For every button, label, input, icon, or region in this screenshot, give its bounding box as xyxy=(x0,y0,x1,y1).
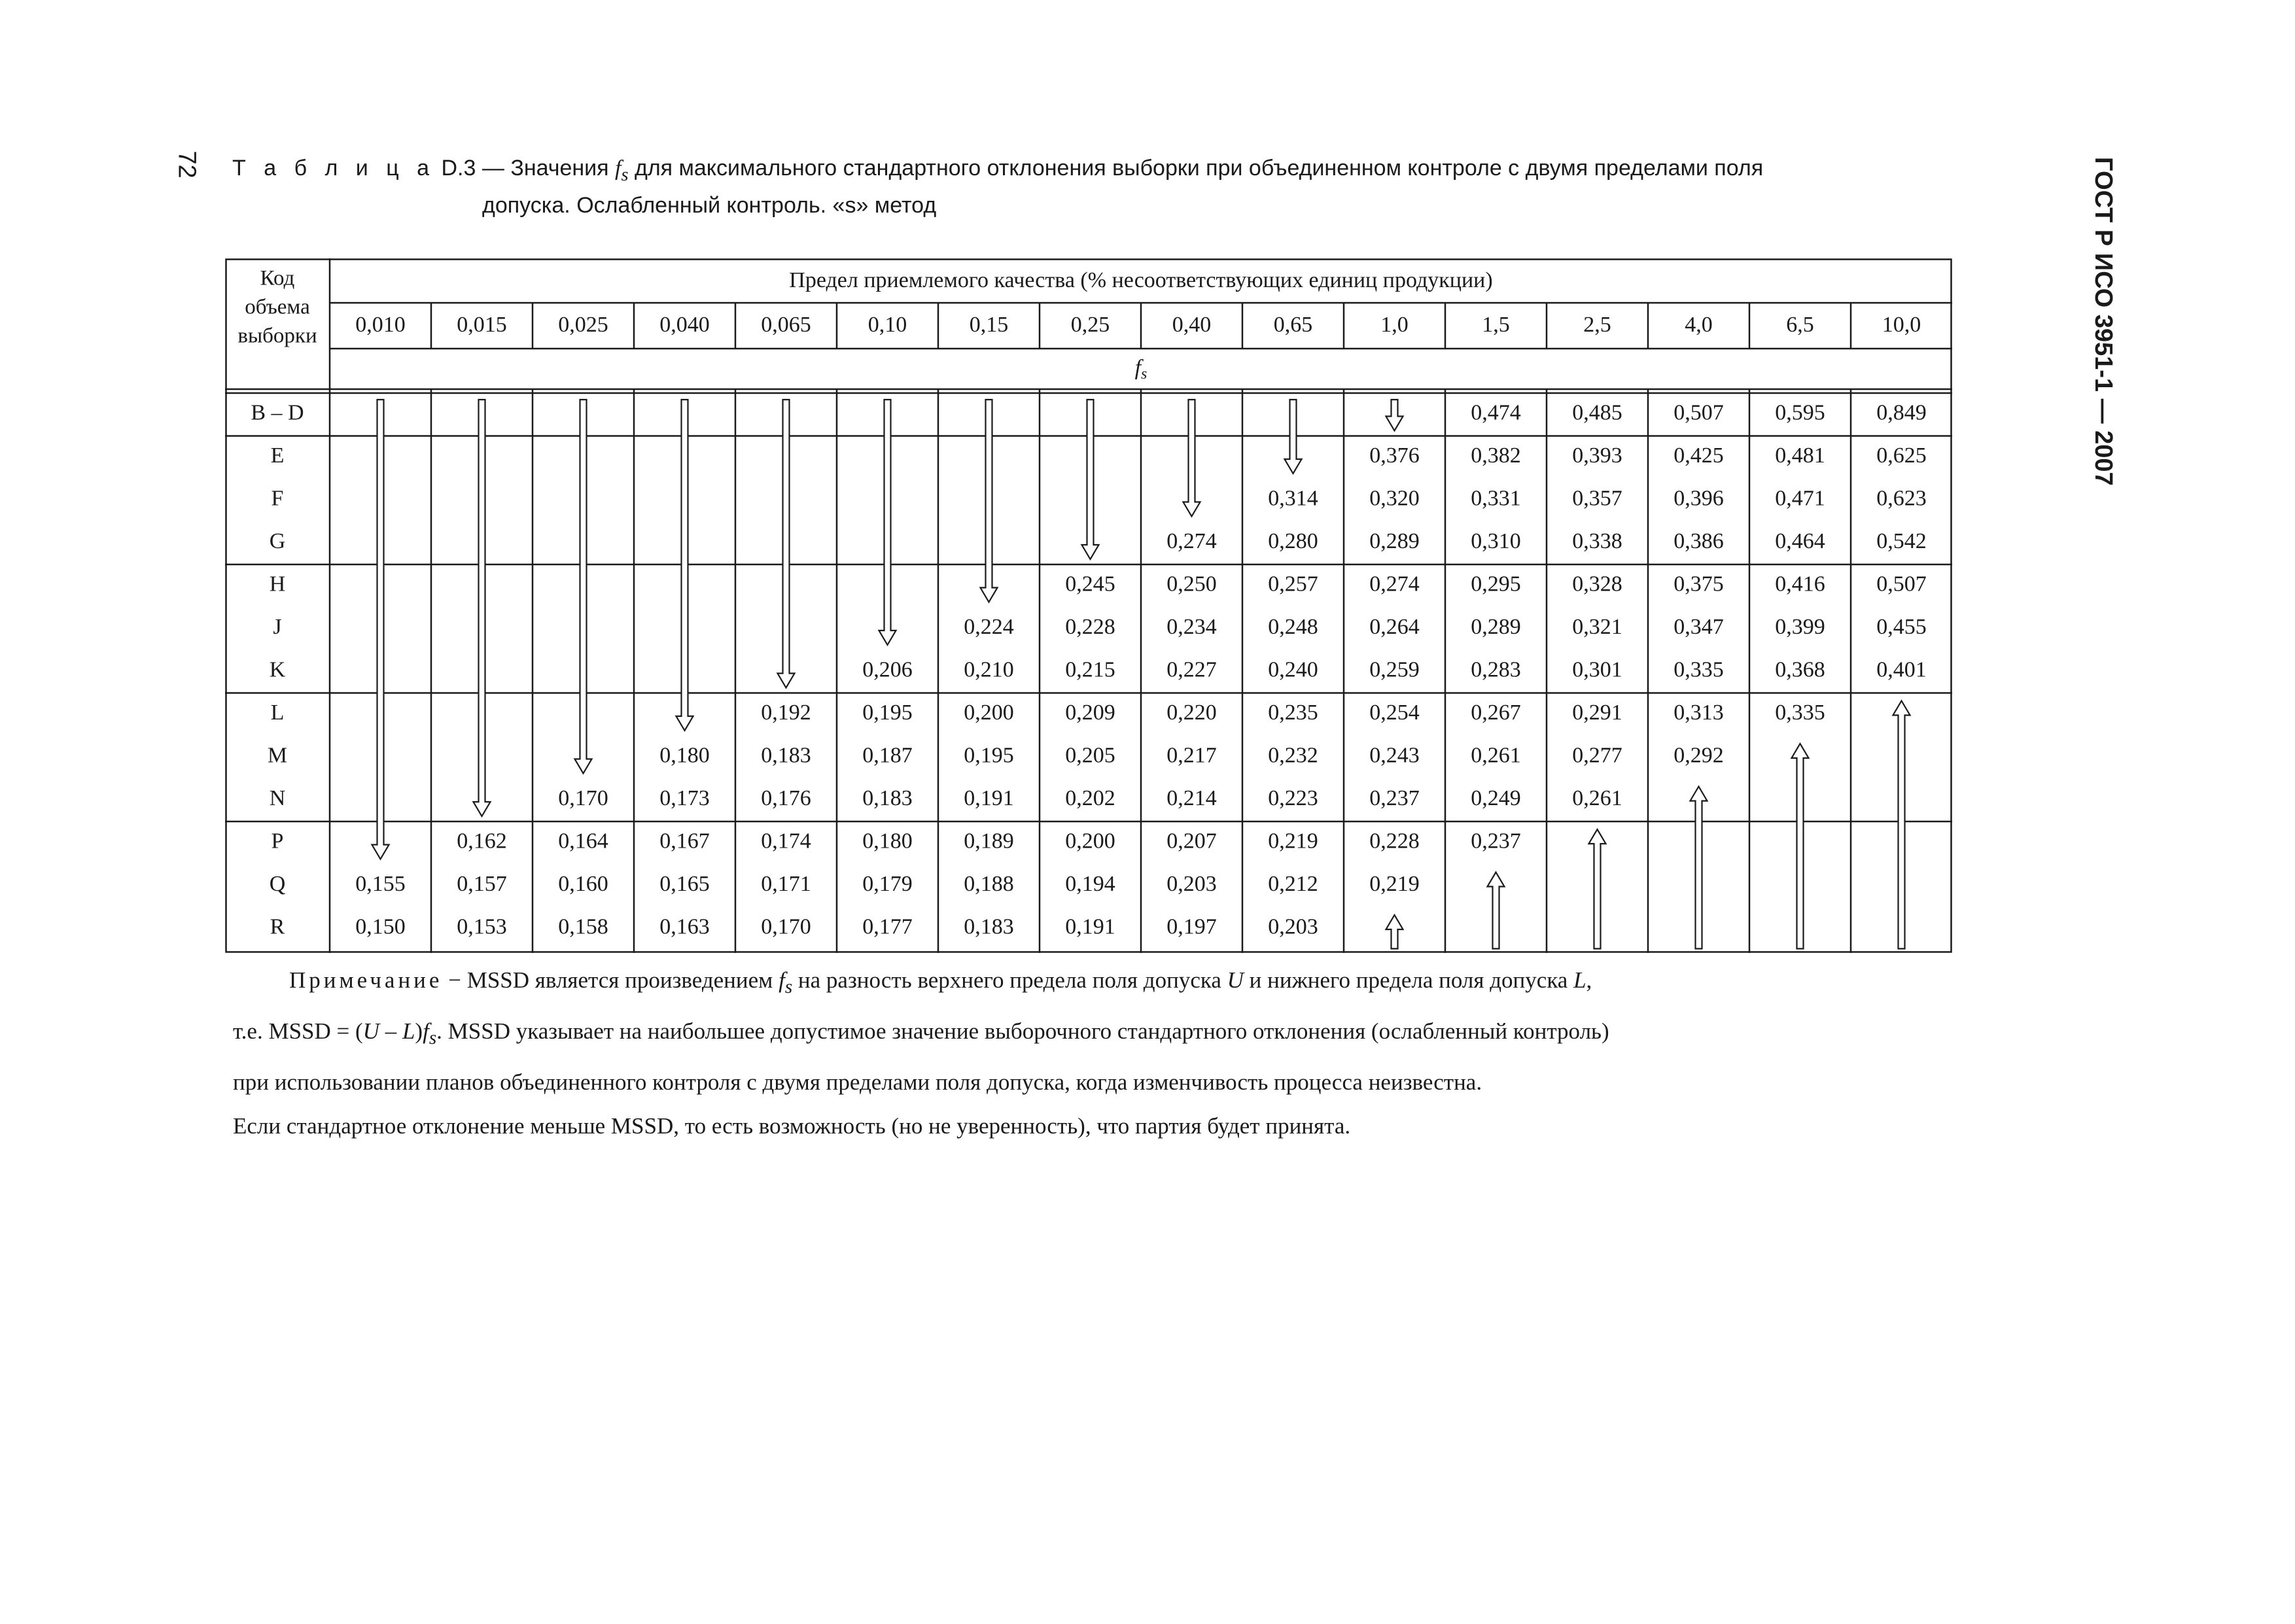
table-cell-value: 0,331 xyxy=(1471,486,1521,511)
table-cell-value: 0,187 xyxy=(862,743,913,768)
note-l2-b: . MSSD указывает на наибольшее допустимое значение выборочного стандартного отклонения (ослабленный контроль) xyxy=(436,1018,1609,1044)
sample-code-3: G xyxy=(269,529,286,554)
arrow-up-icon xyxy=(1386,915,1403,949)
table-cell-value: 0,180 xyxy=(659,743,710,768)
note-l2-U: U xyxy=(362,1018,379,1044)
table-cell-value: 0,215 xyxy=(1065,657,1115,682)
arrow-down-icon xyxy=(575,400,592,774)
sample-code-11: Q xyxy=(269,872,286,897)
table-cell-value: 0,425 xyxy=(1673,443,1724,468)
table-cell-value: 0,335 xyxy=(1775,700,1825,725)
table-cell-value: 0,347 xyxy=(1673,615,1724,640)
table-cell-value: 0,203 xyxy=(1166,872,1217,897)
table-cell-value: 0,295 xyxy=(1471,572,1521,596)
aql-header-15: 10,0 xyxy=(1882,312,1921,337)
table-cell-value: 0,228 xyxy=(1369,829,1420,854)
table-cell-value: 0,623 xyxy=(1876,486,1927,511)
note-f: f xyxy=(779,967,785,993)
note-line-3: при использовании планов объединенного контроля с двумя пределами поля допуска, когда изменчивость процесса неизвестна. xyxy=(233,1069,1482,1095)
sample-code-0: B – D xyxy=(251,400,304,425)
table-cell-value: 0,301 xyxy=(1572,657,1622,682)
table-cell-value: 0,289 xyxy=(1471,615,1521,640)
table-cell-value: 0,328 xyxy=(1572,572,1622,596)
table-cell-value: 0,335 xyxy=(1673,657,1724,682)
table-cell-value: 0,274 xyxy=(1369,572,1420,596)
page-number: 72 xyxy=(173,150,201,179)
table-cell-value: 0,625 xyxy=(1876,443,1927,468)
table-cell-value: 0,160 xyxy=(558,872,608,897)
note-s: s xyxy=(784,976,793,997)
fs-symbol-row: $f_s$ xyxy=(1134,355,1148,383)
document-code xyxy=(2088,157,2128,497)
note-line-1 xyxy=(233,958,1948,1009)
table-cell-value: 0,220 xyxy=(1166,700,1217,725)
table-cell-value: 0,170 xyxy=(558,786,608,811)
aql-header-12: 2,5 xyxy=(1583,312,1611,337)
table-cell-value: 0,200 xyxy=(964,700,1014,725)
table-cell-value: 0,259 xyxy=(1369,657,1420,682)
table-cell-value: 0,150 xyxy=(355,914,406,939)
note-label: Примечание xyxy=(289,967,443,993)
table-cell-value: 0,177 xyxy=(862,914,913,939)
table-cell-value: 0,223 xyxy=(1268,786,1318,811)
aql-header-13: 4,0 xyxy=(1685,312,1713,337)
table-cell-value: 0,261 xyxy=(1572,786,1622,811)
table-cell-value: 0,165 xyxy=(659,872,710,897)
table-cell-value: 0,338 xyxy=(1572,529,1622,554)
table-cell-value: 0,164 xyxy=(558,829,608,854)
caption-line-2: допуска. Ослабленный контроль. «s» метод xyxy=(482,192,937,218)
table-cell-value: 0,289 xyxy=(1369,529,1420,554)
table-cell-value: 0,237 xyxy=(1369,786,1420,811)
caption-symbol: f xyxy=(615,156,622,181)
aql-header-0: 0,010 xyxy=(355,312,406,337)
aql-header-7: 0,25 xyxy=(1070,312,1110,337)
table-cell-value: 0,195 xyxy=(862,700,913,725)
table-cell-value: 0,249 xyxy=(1471,786,1521,811)
table-cell-value: 0,183 xyxy=(964,914,1014,939)
table-cell-value: 0,200 xyxy=(1065,829,1115,854)
note-l2-paren: ) xyxy=(415,1018,423,1044)
table-cell-value: 0,455 xyxy=(1876,615,1927,640)
note-text-a: MSSD является произведением xyxy=(466,967,773,993)
note-l2-f: f xyxy=(423,1018,429,1044)
table-cell-value: 0,197 xyxy=(1166,914,1217,939)
arrow-up-icon xyxy=(1792,744,1809,949)
code-header-line: Код xyxy=(260,266,295,290)
caption-line-1 xyxy=(232,153,1763,190)
table-cell-value: 0,224 xyxy=(964,615,1014,640)
table-cell-value: 0,227 xyxy=(1166,657,1217,682)
sample-code-8: M xyxy=(267,743,288,768)
aql-header-5: 0,10 xyxy=(867,312,907,337)
table-cell-value: 0,173 xyxy=(659,786,710,811)
table-cell-value: 0,214 xyxy=(1166,786,1217,811)
aql-header-6: 0,15 xyxy=(969,312,1009,337)
table-cell-value: 0,250 xyxy=(1166,572,1217,596)
table-cell-value: 0,849 xyxy=(1876,400,1927,425)
table-cell-value: 0,291 xyxy=(1572,700,1622,725)
table-cell-value: 0,195 xyxy=(964,743,1014,768)
table-cell-value: 0,179 xyxy=(862,872,913,897)
table-cell-value: 0,219 xyxy=(1268,829,1318,854)
table-cell-value: 0,310 xyxy=(1471,529,1521,554)
table-cell-value: 0,194 xyxy=(1065,872,1115,897)
document-code-text: ГОСТ Р ИСО 3951-1 — 2007 xyxy=(2090,157,2117,486)
table-cell-value: 0,321 xyxy=(1572,615,1622,640)
note-line-2 xyxy=(233,1009,1948,1060)
table-cell-value: 0,237 xyxy=(1471,829,1521,854)
note-l2-a: т.е. MSSD = ( xyxy=(233,1018,363,1044)
sample-code-12: R xyxy=(270,914,285,939)
note-l2-minus: – xyxy=(379,1018,402,1044)
table-cell-value: 0,267 xyxy=(1471,700,1521,725)
table-cell-value: 0,219 xyxy=(1369,872,1420,897)
table-caption xyxy=(232,153,1763,221)
table-cell-value: 0,155 xyxy=(355,872,406,897)
table-cell-value: 0,217 xyxy=(1166,743,1217,768)
table-cell-value: 0,206 xyxy=(862,657,913,682)
table-cell-value: 0,174 xyxy=(761,829,811,854)
sample-code-1: E xyxy=(270,443,285,468)
table-note xyxy=(233,958,1948,1148)
table-cell-value: 0,234 xyxy=(1166,615,1217,640)
table-cell-value: 0,240 xyxy=(1268,657,1318,682)
arrow-down-icon xyxy=(372,400,389,859)
table-cell-value: 0,485 xyxy=(1572,400,1622,425)
table-cell-value: 0,245 xyxy=(1065,572,1115,596)
table-cell-value: 0,393 xyxy=(1572,443,1622,468)
table-cell-value: 0,396 xyxy=(1673,486,1724,511)
caption-text-a: Значения xyxy=(510,156,609,181)
sample-code-10: P xyxy=(271,829,284,854)
sample-code-7: L xyxy=(270,700,285,725)
table-cell-value: 0,382 xyxy=(1471,443,1521,468)
table-cell-value: 0,171 xyxy=(761,872,811,897)
arrow-up-icon xyxy=(1488,872,1505,949)
arrow-up-icon xyxy=(1691,787,1708,949)
sample-code-5: J xyxy=(273,615,282,640)
caption-text-b: для максимального стандартного отклонения выборки при объединенном контроле с двумя пределами поля xyxy=(634,156,1764,181)
table-cell-value: 0,254 xyxy=(1369,700,1420,725)
note-text-b: на разность верхнего предела поля допуска xyxy=(797,967,1221,993)
table-cell-value: 0,386 xyxy=(1673,529,1724,554)
note-dash: − xyxy=(442,967,467,993)
aql-header-4: 0,065 xyxy=(761,312,811,337)
aql-header-14: 6,5 xyxy=(1786,312,1814,337)
table-cell-value: 0,209 xyxy=(1065,700,1115,725)
table-cell-value: 0,401 xyxy=(1876,657,1927,682)
sample-code-6: K xyxy=(269,657,286,682)
table-cell-value: 0,399 xyxy=(1775,615,1825,640)
sample-code-9: N xyxy=(269,786,286,811)
note-text-c: и нижнего предела поля допуска xyxy=(1249,967,1568,993)
code-header-line: объема xyxy=(245,295,310,319)
table-cell-value: 0,162 xyxy=(457,829,507,854)
table-cell-value: 0,203 xyxy=(1268,914,1318,939)
table-cell-value: 0,228 xyxy=(1065,615,1115,640)
aql-header-10: 1,0 xyxy=(1380,312,1409,337)
table-cell-value: 0,314 xyxy=(1268,486,1318,511)
caption-symbol-sub: s xyxy=(621,164,629,185)
note-U: U xyxy=(1227,967,1244,993)
table-cell-value: 0,481 xyxy=(1775,443,1825,468)
note-l2-s: s xyxy=(429,1028,437,1048)
caption-label: Т а б л и ц а xyxy=(232,156,436,181)
table-cell-value: 0,191 xyxy=(964,786,1014,811)
note-text-d: , xyxy=(1586,967,1592,993)
table-cell-value: 0,210 xyxy=(964,657,1014,682)
table-cell-value: 0,207 xyxy=(1166,829,1217,854)
table-cell-value: 0,170 xyxy=(761,914,811,939)
arrow-up-icon xyxy=(1589,829,1606,949)
table-cell-value: 0,376 xyxy=(1369,443,1420,468)
table-cell-value: 0,283 xyxy=(1471,657,1521,682)
table-cell-value: 0,320 xyxy=(1369,486,1420,511)
table-cell-value: 0,180 xyxy=(862,829,913,854)
table-cell-value: 0,191 xyxy=(1065,914,1115,939)
note-l2-L: L xyxy=(402,1018,415,1044)
note-L: L xyxy=(1573,967,1586,993)
table-cell-value: 0,257 xyxy=(1268,572,1318,596)
table-cell-value: 0,375 xyxy=(1673,572,1724,596)
table-cell-value: 0,157 xyxy=(457,872,507,897)
aql-header-8: 0,40 xyxy=(1172,312,1212,337)
arrow-down-icon xyxy=(1386,400,1403,431)
note-line-4: Если стандартное отклонение меньше MSSD, то есть возможность (но не уверенность), что партия будет принята. xyxy=(233,1113,1351,1139)
table-cell-value: 0,368 xyxy=(1775,657,1825,682)
table-cell-value: 0,280 xyxy=(1268,529,1318,554)
table-cell-value: 0,474 xyxy=(1471,400,1521,425)
table-cell-value: 0,243 xyxy=(1369,743,1420,768)
table-cell-value: 0,274 xyxy=(1166,529,1217,554)
table-cell-value: 0,507 xyxy=(1673,400,1724,425)
table-cell-value: 0,189 xyxy=(964,829,1014,854)
table-cell-value: 0,292 xyxy=(1673,743,1724,768)
table-cell-value: 0,357 xyxy=(1572,486,1622,511)
table-cell-value: 0,192 xyxy=(761,700,811,725)
table-cell-value: 0,188 xyxy=(964,872,1014,897)
aql-header-1: 0,015 xyxy=(457,312,507,337)
table-cell-value: 0,313 xyxy=(1673,700,1724,725)
table-cell-value: 0,277 xyxy=(1572,743,1622,768)
table-cell-value: 0,167 xyxy=(659,829,710,854)
table-cell-value: 0,235 xyxy=(1268,700,1318,725)
table-cell-value: 0,212 xyxy=(1268,872,1318,897)
table-cell-value: 0,232 xyxy=(1268,743,1318,768)
fs-table xyxy=(225,258,1952,953)
sample-code-4: H xyxy=(269,572,286,596)
table-cell-value: 0,416 xyxy=(1775,572,1825,596)
table-cell-value: 0,153 xyxy=(457,914,507,939)
table-cell-value: 0,264 xyxy=(1369,615,1420,640)
table-cell-value: 0,261 xyxy=(1471,743,1521,768)
table-cell-value: 0,248 xyxy=(1268,615,1318,640)
table-cell-value: 0,163 xyxy=(659,914,710,939)
table-cell-value: 0,205 xyxy=(1065,743,1115,768)
table-cell-value: 0,595 xyxy=(1775,400,1825,425)
table-cell-value: 0,183 xyxy=(761,743,811,768)
table-cell-value: 0,471 xyxy=(1775,486,1825,511)
code-header-line: выборки xyxy=(237,324,317,348)
table-cell-value: 0,464 xyxy=(1775,529,1825,554)
table-cell-value: 0,158 xyxy=(558,914,608,939)
arrow-up-icon xyxy=(1893,701,1910,949)
arrow-down-icon xyxy=(474,400,491,816)
caption-number: D.3 — xyxy=(441,156,504,181)
aql-header-11: 1,5 xyxy=(1482,312,1510,337)
aql-header-2: 0,025 xyxy=(558,312,608,337)
aql-group-header: Предел приемлемого качества (% несоответствующих единиц продукции) xyxy=(789,268,1493,292)
table-cell-value: 0,183 xyxy=(862,786,913,811)
arrow-down-icon xyxy=(1082,400,1099,559)
table-cell-value: 0,542 xyxy=(1876,529,1927,554)
aql-header-3: 0,040 xyxy=(659,312,710,337)
sample-code-2: F xyxy=(271,486,284,511)
arrow-down-icon xyxy=(981,400,998,602)
arrow-down-icon xyxy=(1183,400,1200,517)
table-cell-value: 0,507 xyxy=(1876,572,1927,596)
table-cell-value: 0,202 xyxy=(1065,786,1115,811)
aql-header-9: 0,65 xyxy=(1273,312,1313,337)
arrow-down-icon xyxy=(778,400,795,688)
table-cell-value: 0,176 xyxy=(761,786,811,811)
